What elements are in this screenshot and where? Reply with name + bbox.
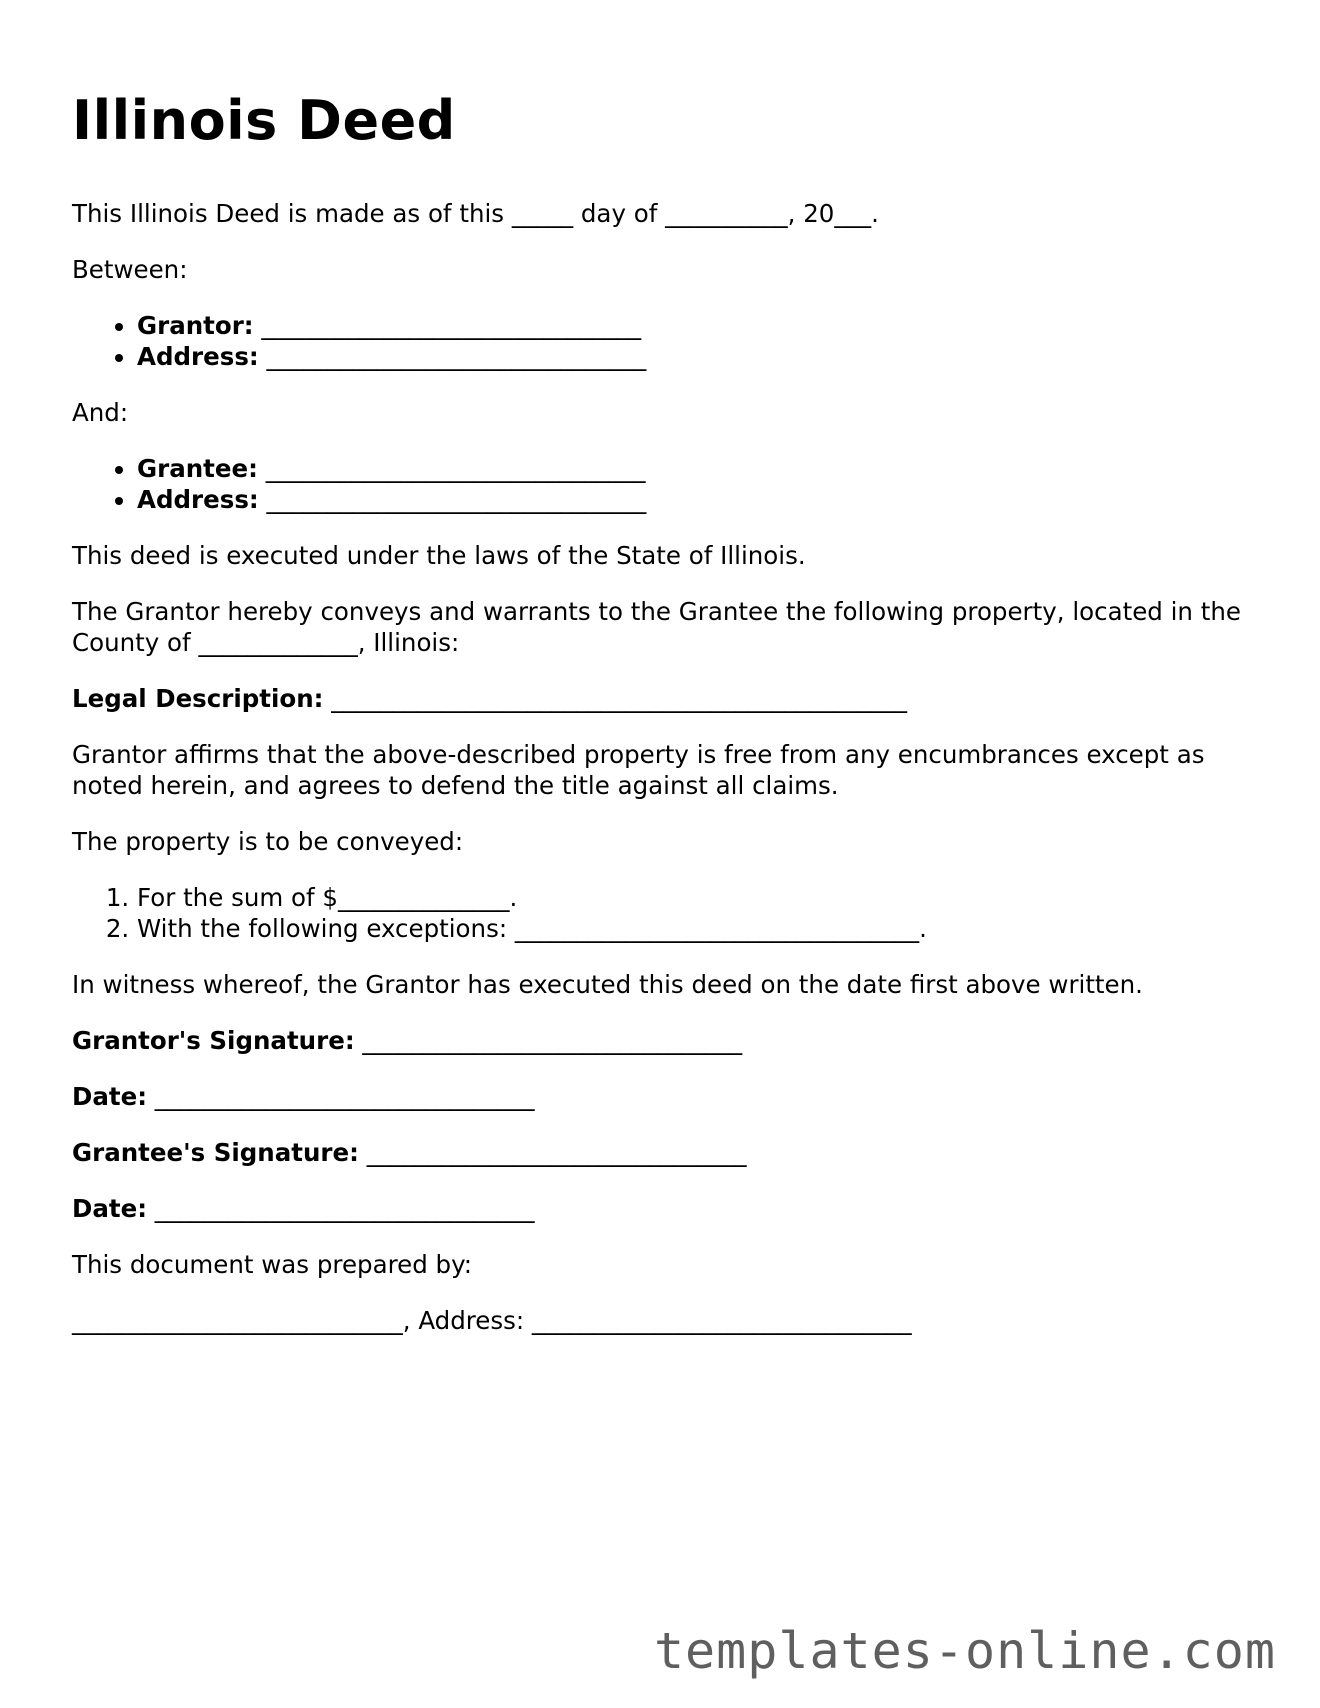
list-item: 1. For the sum of $______________. [137,882,1252,913]
grantee-address-label: Address: [137,485,259,514]
grantor-signature-label: Grantor's Signature: [72,1026,355,1055]
legal-description-field: _______________________________________________ [331,684,908,713]
list-item: 2. With the following exceptions: _________________________________. [137,913,1252,944]
grantee-signature-field: _______________________________ [366,1138,747,1167]
intro-paragraph: This Illinois Deed is made as of this _____ day of __________, 20___. [72,199,879,228]
grantor-signature-field: _______________________________ [362,1026,743,1055]
conditions-list [72,882,1252,944]
grantee-signature-label: Grantee's Signature: [72,1138,359,1167]
legal-description [72,683,1252,714]
grantor-date-line [72,1081,1252,1112]
legal-description-label: Legal Description: [72,684,324,713]
grantee-date-label: Date: [72,1194,147,1223]
grantor-date-label: Date: [72,1082,147,1111]
prepared-by-label: This document was prepared by: [72,1250,473,1279]
grantee-address-field: _______________________________ [266,485,647,514]
between-label: Between: [72,255,188,284]
list-item [137,310,1252,341]
prepared-by-line: ___________________________, Address: _______________________________ [72,1306,912,1335]
grantee-date-line [72,1193,1252,1224]
grantor-label: Grantor: [137,311,254,340]
list-item [137,341,1252,372]
grantee-field: _______________________________ [265,454,646,483]
and-label: And: [72,398,129,427]
grantor-field: _______________________________ [261,311,642,340]
grantee-list [72,453,1252,515]
grantor-address-field: _______________________________ [266,342,647,371]
watermark: templates-online.com [653,1622,1276,1680]
deed-document [72,86,1252,1361]
grantor-list [72,310,1252,372]
list-item [137,453,1252,484]
document-title: Illinois Deed [72,89,456,152]
laws-statement: This deed is executed under the laws of the State of Illinois. [72,541,806,570]
grantee-label: Grantee: [137,454,258,483]
grantee-date-field: _______________________________ [154,1194,535,1223]
affirmation-paragraph: Grantor affirms that the above-described property is free from any encumbrances except as noted herein, and agrees to defend the title against all claims. [72,740,1213,800]
witness-statement: In witness whereof, the Grantor has executed this deed on the date first above written. [72,970,1143,999]
conveyance-statement: The Grantor hereby conveys and warrants to the Grantee the following property, located in the County of _____________, Illinois: [72,597,1249,657]
conveyed-label: The property is to be conveyed: [72,827,464,856]
grantor-date-field: _______________________________ [154,1082,535,1111]
grantor-address-label: Address: [137,342,259,371]
grantor-signature-line [72,1025,1252,1056]
list-item [137,484,1252,515]
grantee-signature-line [72,1137,1252,1168]
